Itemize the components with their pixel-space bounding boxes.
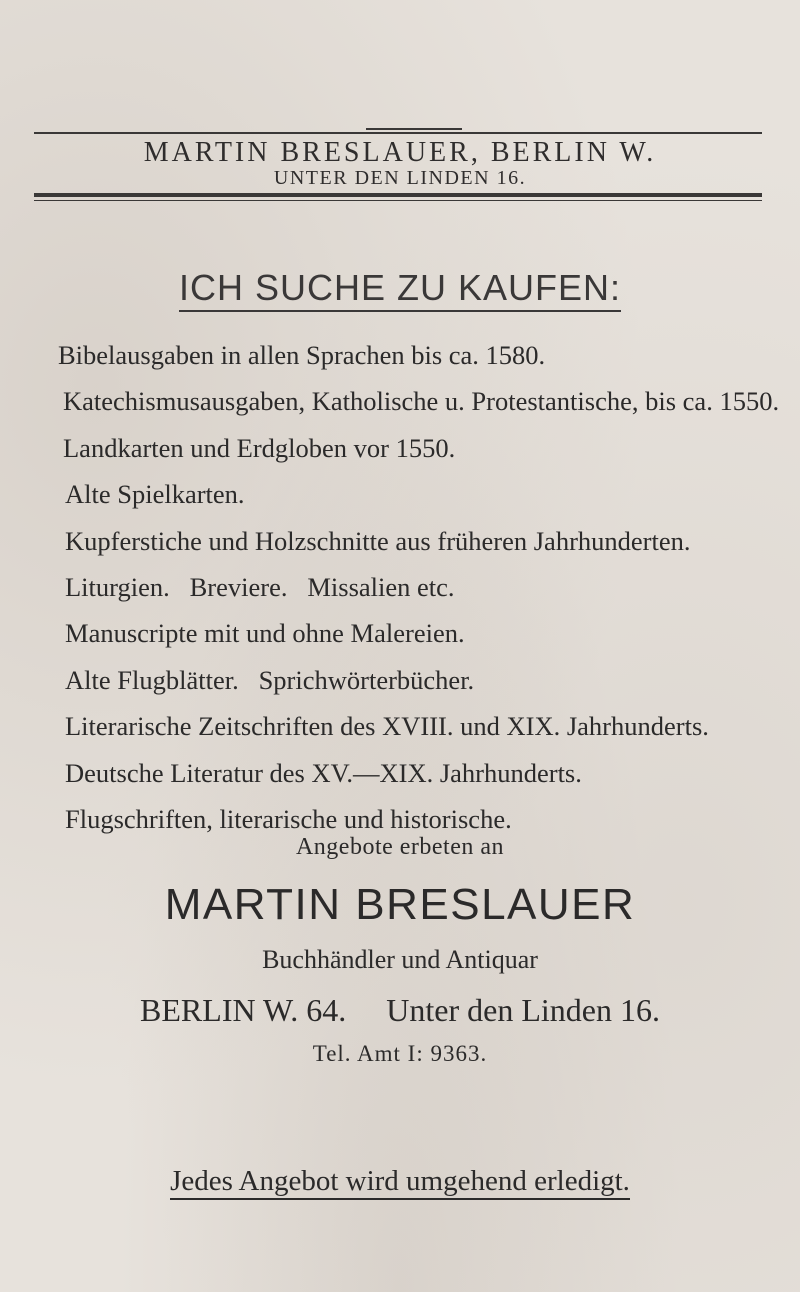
header-street: UNTER DEN LINDEN 16. <box>273 167 527 189</box>
list-item: Liturgien. Breviere. Missalien etc. <box>65 572 455 603</box>
list-item: Bibelausgaben in allen Sprachen bis ca. 1580. <box>58 340 546 370</box>
company-name: MARTIN BRESLAUER <box>164 880 636 929</box>
list-item: Katechismusausgaben, Katholische u. Protestantische, bis ca. 1550. <box>63 386 780 417</box>
profession: Buchhändler und Antiquar <box>262 945 538 974</box>
phone-number: Tel. Amt I: 9363. <box>312 1041 488 1066</box>
header-bottom-rule-thick <box>34 193 762 197</box>
header-bottom-rule-thin <box>34 200 762 201</box>
offer-intro: Angebote erbeten an <box>295 834 505 860</box>
address-street: Unter den Linden 16. <box>386 992 660 1028</box>
list-item: Landkarten und Erdgloben vor 1550. <box>63 432 456 463</box>
list-item: Manuscripte mit und ohne Malereien. <box>65 618 465 649</box>
footer-note-text: Jedes Angebot wird umgehend erledigt. <box>170 1165 630 1200</box>
wanted-items-list <box>58 332 778 842</box>
list-item: Alte Flugblätter. Sprichwörterbücher. <box>65 664 475 695</box>
list-item: Kupferstiche und Holzschnitte aus früheren Jahrhunderten. <box>65 525 691 556</box>
page-title <box>0 268 800 308</box>
address <box>0 991 800 1029</box>
page-title-text: ICH SUCHE ZU KAUFEN: <box>179 267 621 312</box>
list-item: Flugschriften, literarische und historische. <box>65 804 512 835</box>
address-city: BERLIN W. 64. <box>140 992 347 1028</box>
list-item: Deutsche Literatur des XV.—XIX. Jahrhunderts. <box>65 757 582 788</box>
list-item: Literarische Zeitschriften des XVIII. und XIX. Jahrhunderts. <box>65 711 709 742</box>
footer-note <box>0 1163 800 1199</box>
list-item: Alte Spielkarten. <box>65 479 245 510</box>
header-top-rule <box>34 132 762 134</box>
header-top-short-rule <box>366 128 462 130</box>
header-name-city: MARTIN BRESLAUER, BERLIN W. <box>143 137 657 168</box>
